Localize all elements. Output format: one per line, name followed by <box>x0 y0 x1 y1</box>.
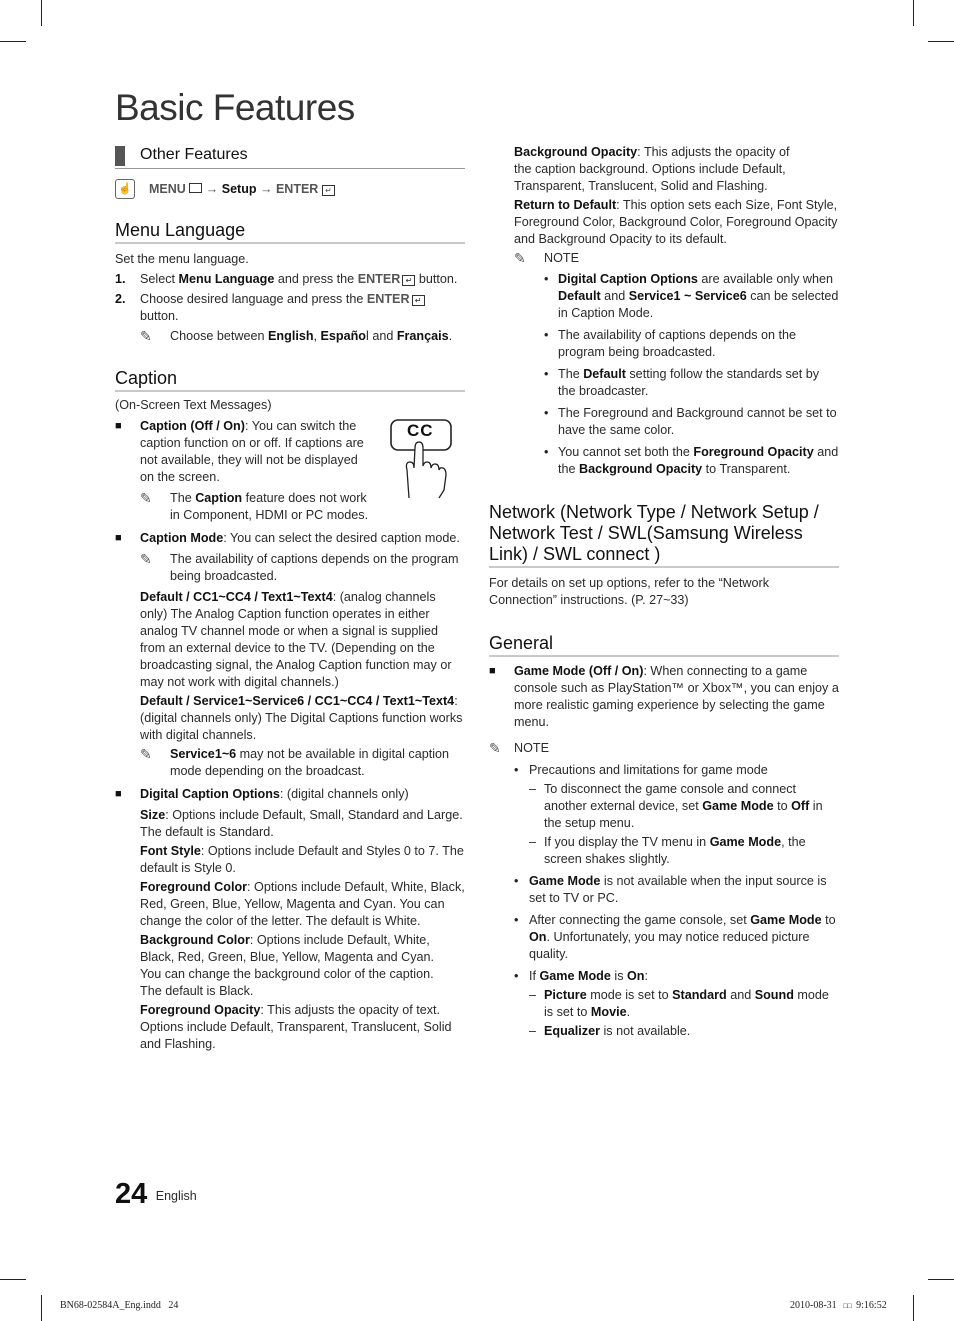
network-text: For details on set up options, refer to the “Network Connection” instructions. (P. 27~33) <box>489 576 769 607</box>
menu-path: ☝ MENU → Setup → ENTER ↵ <box>115 179 465 207</box>
bullet-dot-icon: • <box>544 272 549 286</box>
pencil-icon: ✎ <box>514 250 526 266</box>
game-note-header: ✎ NOTE <box>489 740 549 756</box>
game-mode-item: ■ Game Mode (Off / On): When connecting to a game console such as PlayStation™ or Xbox™, you can enjoy a more realistic gaming experience by selecting the game menu. <box>489 664 839 729</box>
note-item: • The Foreground and Background cannot be set to have the same color. <box>544 406 837 437</box>
bullet-square-icon: ■ <box>115 788 122 800</box>
note-subitem: – If you display the TV menu in Game Mode, the screen shakes slightly. <box>529 835 806 866</box>
bullet-square-icon: ■ <box>115 420 122 432</box>
note-subitem: – Equalizer is not available. <box>529 1024 691 1038</box>
enter-label: ENTER <box>275 182 319 196</box>
cc-remote-illustration <box>389 418 455 502</box>
note-item: • The availability of captions depends on the program being broadcasted. <box>544 328 797 359</box>
menu-language-intro: Set the menu language. <box>115 252 249 266</box>
note-item: • The Default setting follow the standards set by the broadcaster. <box>544 367 820 398</box>
heading-bar-icon <box>115 146 125 166</box>
crop-mark <box>913 0 914 26</box>
crop-mark <box>928 1279 954 1280</box>
option-size: Size: Options include Default, Small, Standard and Large. The default is Standard. <box>140 808 463 839</box>
caption-item-mode: ■ Caption Mode: You can select the desired caption mode. <box>115 531 460 545</box>
left-column <box>115 142 465 1053</box>
bullet-dot-icon: • <box>514 874 519 888</box>
enter-icon: ↵ <box>402 275 415 286</box>
page-title: Basic Features <box>115 87 355 128</box>
game-note-list <box>514 762 839 1040</box>
crop-mark <box>0 1279 26 1280</box>
pencil-icon: ✎ <box>140 490 152 506</box>
note-item: • If Game Mode is On: <box>514 969 648 983</box>
note-subitem: – To disconnect the game console and connect another external device, set Game Mode to Off in the setup menu. <box>529 782 823 830</box>
caption-note-list <box>544 271 839 478</box>
arrow: → <box>205 182 219 196</box>
background-opacity: Background Opacity: This adjusts the opacity of the caption background. Options include Default, Transparent, Translucent, Solid and Flashing. <box>514 145 790 193</box>
cc-label: CC <box>407 421 434 440</box>
step-1: 1. Select Menu Language and press the ENTER ↵ button. <box>115 272 458 286</box>
caption-onoff-note: ✎ The Caption feature does not work in Component, HDMI or PC modes. <box>140 490 369 522</box>
bullet-square-icon: ■ <box>115 532 122 544</box>
caption-subtitle: (On-Screen Text Messages) <box>115 398 272 412</box>
bullet-dot-icon: • <box>514 913 519 927</box>
default-analog: Default / CC1~CC4 / Text1~Text4: (analog channels only) The Analog Caption function operates in either analog TV channel mode or when a signal is supplied from an external device to the TV. (Depending on the broadcasting signal, the Analog Caption function may or may not work with digital channels.) <box>140 590 452 689</box>
bullet-dot-icon: • <box>544 367 549 381</box>
caption-item-onoff: ■ Caption (Off / On): You can switch the caption function on or off. If captions are not available, they will not be displayed on the screen. <box>115 419 364 484</box>
language-note: ✎ Choose between English, Español and Français. <box>140 328 453 344</box>
page-number: 24 English <box>115 1178 197 1210</box>
note-item: • Game Mode is not available when the input source is set to TV or PC. <box>514 874 827 905</box>
option-background-color: Background Color: Options include Default, White, Black, Red, Green, Blue, Yellow, Magenta and Cyan. You can change the background color of the caption. The default is Black. <box>140 933 435 998</box>
crop-mark <box>0 41 26 42</box>
crop-mark <box>913 1295 914 1321</box>
menu-language-heading: Menu Language <box>115 219 465 244</box>
caption-note-header: ✎ NOTE <box>514 250 579 266</box>
network-heading: Network (Network Type / Network Setup / Network Test / SWL(Samsung Wireless Link) / SWL connect ) <box>489 502 839 568</box>
general-heading: General <box>489 632 839 657</box>
step-2: 2. Choose desired language and press the ENTER ↵ button. <box>115 291 465 325</box>
note-item: • You cannot set both the Foreground Opacity and the Background Opacity to Transparent. <box>544 445 839 476</box>
note-item: • Digital Caption Options are available only when Default and Service1 ~ Service6 can be selected in Caption Mode. <box>544 272 839 320</box>
menu-label: MENU <box>149 182 186 196</box>
option-foreground-color: Foreground Color: Options include Default, White, Black, Red, Green, Blue, Yellow, Magenta and Cyan. You can change the color of the letter. The default is White. <box>140 880 465 928</box>
bullet-dot-icon: • <box>544 406 549 420</box>
right-column <box>489 144 839 1040</box>
enter-icon: ↵ <box>322 185 335 196</box>
bullet-dot-icon: • <box>544 328 549 342</box>
pencil-icon: ✎ <box>140 551 152 567</box>
pencil-icon: ✎ <box>489 740 501 756</box>
option-foreground-opacity: Foreground Opacity: This adjusts the opacity of text. Options include Default, Transparent, Translucent, Solid and Flashing. <box>140 1003 452 1051</box>
note-item: • After connecting the game console, set Game Mode to On. Unfortunately, you may notice reduced picture quality. <box>514 913 836 961</box>
crop-mark <box>928 41 954 42</box>
menu-icon <box>189 183 202 193</box>
setup-label: Setup <box>221 182 257 196</box>
service-note: ✎ Service1~6 may not be available in digital caption mode depending on the broadcast. <box>140 746 450 778</box>
page-language: English <box>155 1189 197 1203</box>
caption-mode-note: ✎ The availability of captions depends on the program being broadcasted. <box>140 551 459 583</box>
bullet-dot-icon: • <box>544 445 549 459</box>
bullet-dot-icon: • <box>514 969 519 983</box>
option-font-style: Font Style: Options include Default and Styles 0 to 7. The default is Style 0. <box>140 844 464 875</box>
caption-heading: Caption <box>115 367 465 392</box>
caption-item-digital-options: ■ Digital Caption Options: (digital channels only) <box>115 787 409 801</box>
enter-icon: ↵ <box>412 295 425 306</box>
crop-mark <box>41 0 42 26</box>
footer-file: BN68-02584A_Eng.indd 24 <box>60 1300 179 1311</box>
footer-date: 2010-08-31 □□ 9:16:52 <box>790 1300 887 1311</box>
return-to-default: Return to Default: This option sets each Size, Font Style, Foreground Color, Background Color, Foreground Opacity and Background Opacity to its default. <box>514 198 838 246</box>
note-item: • Precautions and limitations for game mode <box>514 763 768 777</box>
note-subitem: – Picture mode is set to Standard and Sound mode is set to Movie. <box>529 988 829 1019</box>
remote-hand-icon: ☝ <box>115 179 135 199</box>
pencil-icon: ✎ <box>140 328 152 344</box>
default-digital: Default / Service1~Service6 / CC1~CC4 / Text1~Text4: (digital channels only) The Digital Captions function works with digital channels. <box>140 694 463 742</box>
pencil-icon: ✎ <box>140 746 152 762</box>
bullet-dot-icon: • <box>514 763 519 777</box>
crop-mark <box>41 1295 42 1321</box>
other-features-heading: Other Features <box>115 142 465 169</box>
bullet-square-icon: ■ <box>489 665 496 677</box>
